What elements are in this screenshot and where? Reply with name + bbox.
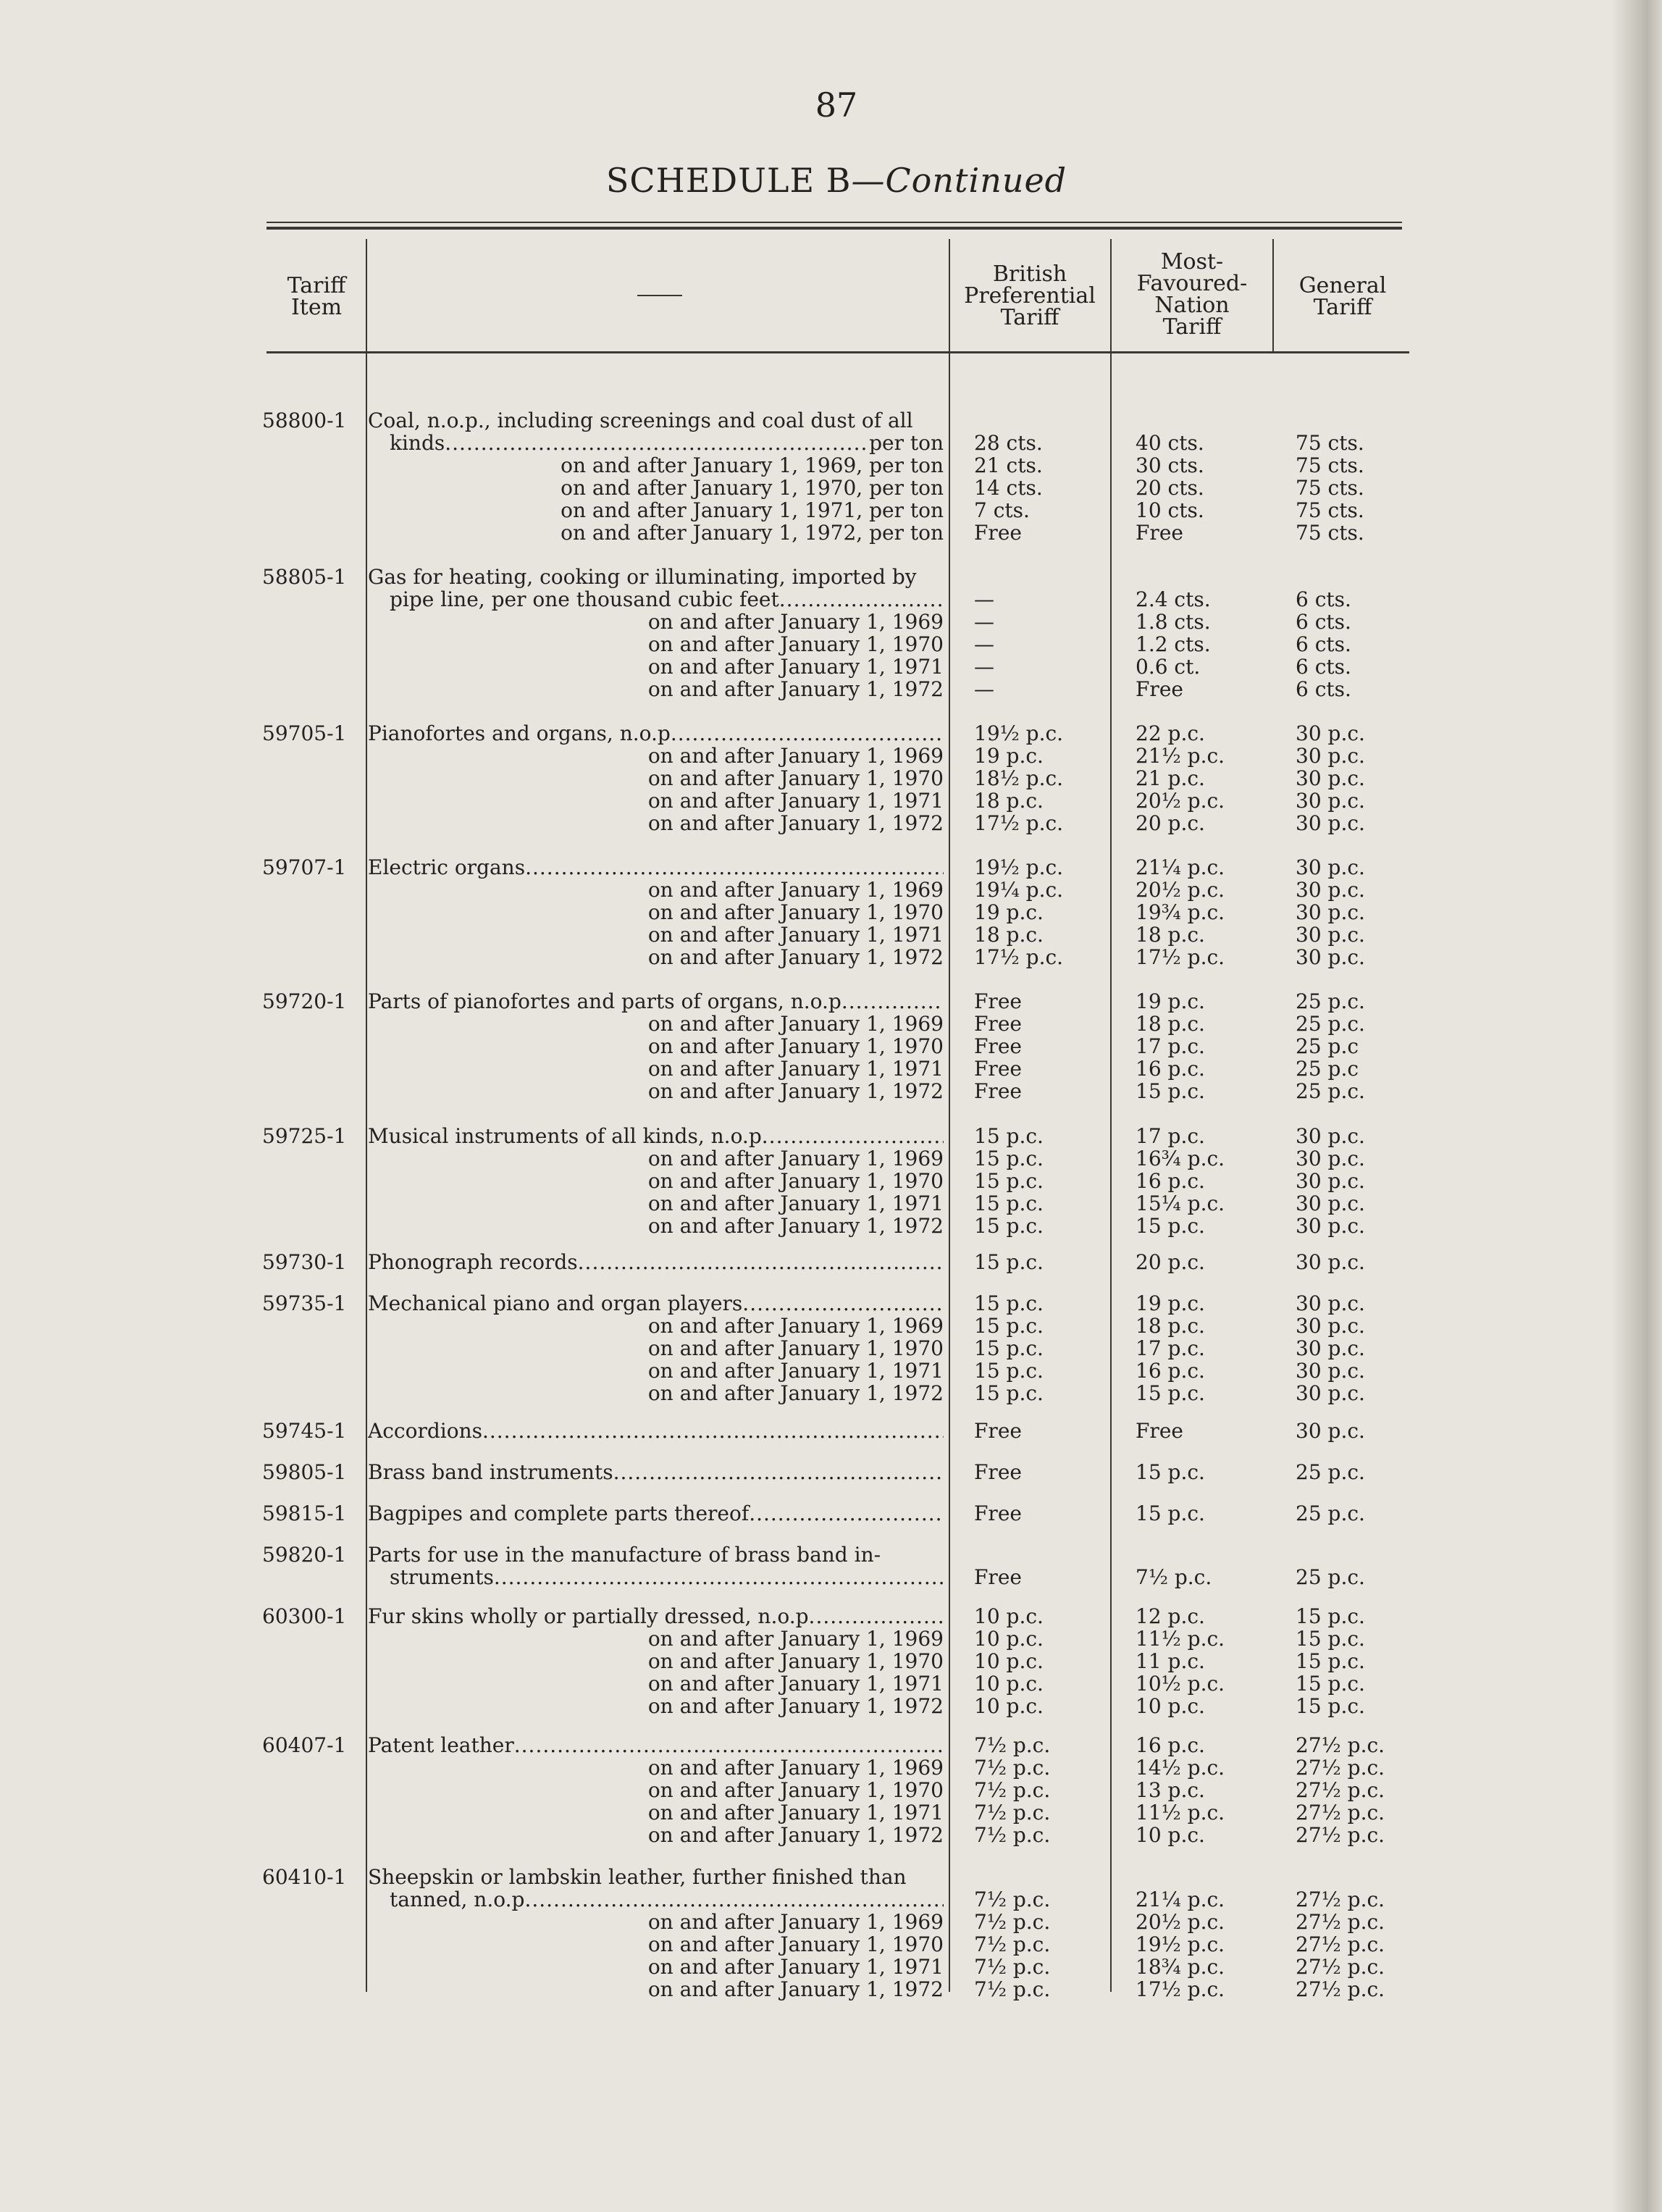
rate-most-favoured-nation: 16 p.c. — [1136, 1169, 1205, 1193]
rate-most-favoured-nation: 2.4 cts. — [1136, 587, 1211, 611]
rate-british-preferential: 10 p.c. — [974, 1672, 1044, 1696]
tariff-item-number: 59745-1 — [262, 1419, 347, 1443]
staging-date: on and after January 1, 1971 — [647, 789, 944, 813]
item-description — [368, 1461, 944, 1483]
rate-british-preferential: 15 p.c. — [974, 1250, 1044, 1274]
staging-date: on and after January 1, 1969 — [647, 1756, 944, 1780]
staging-date: on and after January 1, 1971 — [647, 1359, 944, 1383]
rate-general-tariff: 15 p.c. — [1296, 1649, 1365, 1673]
leader-dots — [842, 990, 944, 1013]
rate-british-preferential: Free — [974, 1034, 1022, 1058]
rate-most-favoured-nation: 19 p.c. — [1136, 1291, 1205, 1315]
rate-british-preferential: 7½ p.c. — [974, 1932, 1051, 1956]
staging-date: on and after January 1, 1972 — [647, 1214, 944, 1238]
item-description-text: tanned, n.o.p — [390, 1888, 525, 1911]
rate-british-preferential: 19 p.c. — [974, 744, 1044, 768]
rate-most-favoured-nation: 16¾ p.c. — [1136, 1147, 1225, 1170]
rate-general-tariff: 27½ p.c. — [1296, 1801, 1385, 1825]
staging-date: on and after January 1, 1970 — [647, 1336, 944, 1360]
rate-british-preferential: 15 p.c. — [974, 1147, 1044, 1170]
rate-most-favoured-nation: 18¾ p.c. — [1136, 1955, 1225, 1979]
rate-british-preferential: 15 p.c. — [974, 1359, 1044, 1383]
rate-general-tariff: 15 p.c. — [1296, 1694, 1365, 1718]
staging-date: on and after January 1, 1971 — [647, 1955, 944, 1979]
item-description — [368, 990, 944, 1013]
item-description: Coal, n.o.p., including screenings and coal dust of all — [368, 409, 913, 432]
staging-date: on and after January 1, 1969 — [647, 1012, 944, 1036]
rate-british-preferential: Free — [974, 1012, 1022, 1036]
header-description-dash — [637, 295, 682, 296]
header-tariff-item — [266, 275, 366, 319]
tariff-item-number: 58805-1 — [262, 565, 347, 589]
leader-dots — [578, 1251, 944, 1273]
rate-most-favoured-nation: 20½ p.c. — [1136, 789, 1225, 813]
rate-general-tariff: 75 cts. — [1296, 498, 1364, 522]
rate-british-preferential: — — [974, 632, 994, 656]
tariff-item-number: 60407-1 — [262, 1733, 347, 1757]
rate-general-tariff: 30 p.c. — [1296, 1336, 1365, 1360]
rate-general-tariff: 25 p.c — [1296, 1057, 1359, 1081]
header-most-favoured-nation — [1112, 251, 1272, 338]
rate-british-preferential: 14 cts. — [974, 476, 1043, 500]
leader-dots — [514, 1734, 944, 1756]
rate-general-tariff: 27½ p.c. — [1296, 1756, 1385, 1780]
staging-date: on and after January 1, 1970 — [647, 1932, 944, 1956]
rate-british-preferential: 7½ p.c. — [974, 1977, 1051, 2001]
staging-date: on and after January 1, 1970 — [647, 1649, 944, 1673]
rate-most-favoured-nation: 15 p.c. — [1136, 1460, 1205, 1484]
rate-most-favoured-nation: 19½ p.c. — [1136, 1932, 1225, 1956]
rate-general-tariff: 30 p.c. — [1296, 1250, 1365, 1274]
header-general-line2: Tariff — [1313, 295, 1372, 320]
rate-british-preferential: 18 p.c. — [974, 923, 1044, 947]
page-spine-shadow — [1611, 0, 1662, 2212]
rate-most-favoured-nation: 17 p.c. — [1136, 1034, 1205, 1058]
rate-general-tariff: 30 p.c. — [1296, 945, 1365, 969]
staging-date: on and after January 1, 1972 — [647, 1977, 944, 2001]
item-description-text: Accordions — [368, 1420, 482, 1442]
rate-general-tariff: 30 p.c. — [1296, 855, 1365, 879]
schedule-title-main: SCHEDULE B — [605, 161, 852, 200]
item-description: Parts for use in the manufacture of brass band in- — [368, 1543, 881, 1566]
rate-general-tariff: 25 p.c. — [1296, 1565, 1365, 1589]
rate-general-tariff: 6 cts. — [1296, 677, 1351, 701]
rate-most-favoured-nation: 21¼ p.c. — [1136, 1888, 1225, 1911]
item-description-text: Musical instruments of all kinds, n.o.p — [368, 1125, 762, 1147]
item-description — [368, 1125, 944, 1147]
rate-british-preferential: 10 p.c. — [974, 1694, 1044, 1718]
item-description-text: Mechanical piano and organ players — [368, 1292, 743, 1315]
rate-most-favoured-nation: 11 p.c. — [1136, 1649, 1205, 1673]
rate-most-favoured-nation: 15 p.c. — [1136, 1079, 1205, 1103]
rate-general-tariff: 30 p.c. — [1296, 1419, 1365, 1443]
rate-general-tariff: 15 p.c. — [1296, 1627, 1365, 1651]
rate-british-preferential: 19½ p.c. — [974, 855, 1064, 879]
leader-dots — [671, 722, 944, 745]
rate-british-preferential: 21 cts. — [974, 453, 1043, 477]
rate-british-preferential: 17½ p.c. — [974, 945, 1064, 969]
staging-date: on and after January 1, 1971 — [647, 1057, 944, 1081]
rate-most-favoured-nation: 16 p.c. — [1136, 1733, 1205, 1757]
staging-date: on and after January 1, 1971 — [647, 1191, 944, 1215]
staging-date: on and after January 1, 1972 — [647, 1823, 944, 1847]
rate-most-favoured-nation: 40 cts. — [1136, 431, 1204, 455]
rate-british-preferential: Free — [974, 1419, 1022, 1443]
staging-date: on and after January 1, 1972 — [647, 811, 944, 835]
item-description-text: Parts of pianofortes and parts of organs, n.o.p — [368, 990, 842, 1013]
rate-british-preferential: Free — [974, 1079, 1022, 1103]
tariff-item-number: 60410-1 — [262, 1865, 347, 1889]
header-rule — [266, 351, 1409, 353]
leader-dots — [525, 856, 944, 879]
rate-general-tariff: 30 p.c. — [1296, 1191, 1365, 1215]
header-bp-line2: Preferential — [964, 283, 1096, 309]
rate-general-tariff: 27½ p.c. — [1296, 1910, 1385, 1934]
rate-general-tariff: 27½ p.c. — [1296, 1977, 1385, 2001]
rate-british-preferential: Free — [974, 521, 1022, 545]
staging-date: on and after January 1, 1970 — [647, 1169, 944, 1193]
rate-british-preferential: 10 p.c. — [974, 1604, 1044, 1628]
leader-dots — [494, 1566, 944, 1588]
rate-most-favoured-nation: 7½ p.c. — [1136, 1565, 1212, 1589]
leader-dots — [779, 588, 944, 611]
rate-most-favoured-nation: 15 p.c. — [1136, 1501, 1205, 1525]
rate-most-favoured-nation: 11½ p.c. — [1136, 1801, 1225, 1825]
rate-general-tariff: 25 p.c. — [1296, 1501, 1365, 1525]
rate-british-preferential: 15 p.c. — [974, 1214, 1044, 1238]
rate-most-favoured-nation: 14½ p.c. — [1136, 1756, 1225, 1780]
rate-most-favoured-nation: 13 p.c. — [1136, 1778, 1205, 1802]
rate-general-tariff: 27½ p.c. — [1296, 1823, 1385, 1847]
staging-date: on and after January 1, 1969, per ton — [561, 453, 944, 477]
rate-most-favoured-nation: 19 p.c. — [1136, 989, 1205, 1013]
item-description — [368, 1251, 944, 1273]
rate-most-favoured-nation: 30 cts. — [1136, 453, 1204, 477]
rate-general-tariff: 27½ p.c. — [1296, 1778, 1385, 1802]
rate-most-favoured-nation: 20½ p.c. — [1136, 1910, 1225, 1934]
header-mfn-line1: Most- — [1160, 249, 1224, 275]
item-description-text: Pianofortes and organs, n.o.p — [368, 722, 671, 745]
rate-general-tariff: 25 p.c — [1296, 1034, 1359, 1058]
rate-general-tariff: 25 p.c. — [1296, 1460, 1365, 1484]
staging-date: on and after January 1, 1969 — [647, 610, 944, 634]
leader-dots — [762, 1125, 944, 1147]
staging-date: on and after January 1, 1971 — [647, 655, 944, 679]
rate-british-preferential: 15 p.c. — [974, 1314, 1044, 1338]
rate-general-tariff: 15 p.c. — [1296, 1672, 1365, 1696]
staging-date: on and after January 1, 1970 — [647, 1034, 944, 1058]
staging-date: on and after January 1, 1972 — [647, 1079, 944, 1103]
staging-date: on and after January 1, 1970 — [647, 632, 944, 656]
rate-general-tariff: 30 p.c. — [1296, 923, 1365, 947]
rate-most-favoured-nation: 10 p.c. — [1136, 1694, 1205, 1718]
item-description-text: Bagpipes and complete parts thereof — [368, 1502, 750, 1525]
item-description — [368, 1292, 944, 1315]
rate-general-tariff: 30 p.c. — [1296, 789, 1365, 813]
column-divider-bp — [1110, 239, 1112, 1992]
rate-general-tariff: 27½ p.c. — [1296, 1932, 1385, 1956]
rate-most-favoured-nation: 16 p.c. — [1136, 1057, 1205, 1081]
rate-general-tariff: 6 cts. — [1296, 632, 1351, 656]
rate-general-tariff: 30 p.c. — [1296, 1381, 1365, 1405]
header-general-tariff — [1274, 275, 1411, 319]
rate-most-favoured-nation: 17½ p.c. — [1136, 1977, 1225, 2001]
rate-british-preferential: — — [974, 677, 994, 701]
rate-british-preferential: 19 p.c. — [974, 900, 1044, 924]
staging-date: on and after January 1, 1970, per ton — [561, 476, 944, 500]
rate-general-tariff: 30 p.c. — [1296, 744, 1365, 768]
rate-general-tariff: 6 cts. — [1296, 655, 1351, 679]
leader-dots — [524, 1888, 944, 1911]
rate-british-preferential: 15 p.c. — [974, 1191, 1044, 1215]
rate-british-preferential: Free — [974, 989, 1022, 1013]
item-description-text: Fur skins wholly or partially dressed, n.o.p — [368, 1605, 809, 1627]
rate-most-favoured-nation: 15 p.c. — [1136, 1214, 1205, 1238]
rate-british-preferential: 19¼ p.c. — [974, 878, 1064, 902]
tariff-item-number: 59720-1 — [262, 989, 347, 1013]
item-description-text: Electric organs — [368, 856, 526, 879]
tariff-item-number: 59707-1 — [262, 855, 347, 879]
rate-british-preferential: Free — [974, 1501, 1022, 1525]
rate-most-favoured-nation: 16 p.c. — [1136, 1359, 1205, 1383]
rate-british-preferential: Free — [974, 1460, 1022, 1484]
header-tariff-item-line2: Item — [290, 295, 343, 320]
rate-most-favoured-nation: 1.8 cts. — [1136, 610, 1211, 634]
rate-british-preferential: 7½ p.c. — [974, 1801, 1051, 1825]
header-british-preferential — [949, 261, 1110, 330]
rate-general-tariff: 30 p.c. — [1296, 1214, 1365, 1238]
header-mfn-line4: Tariff — [1162, 314, 1222, 340]
rate-general-tariff: 75 cts. — [1296, 521, 1364, 545]
rate-general-tariff: 25 p.c. — [1296, 989, 1365, 1013]
staging-date: on and after January 1, 1971, per ton — [561, 498, 944, 522]
staging-date: on and after January 1, 1969 — [647, 1910, 944, 1934]
top-rule-thick — [266, 227, 1402, 230]
staging-date: on and after January 1, 1972 — [647, 1381, 944, 1405]
rate-british-preferential: 15 p.c. — [974, 1291, 1044, 1315]
item-description — [390, 1888, 944, 1911]
leader-dots — [749, 1502, 944, 1525]
rate-british-preferential: — — [974, 610, 994, 634]
tariff-item-number: 59735-1 — [262, 1291, 347, 1315]
rate-general-tariff: 75 cts. — [1296, 476, 1364, 500]
rate-most-favoured-nation: 21 p.c. — [1136, 766, 1205, 790]
rate-british-preferential: 7 cts. — [974, 498, 1030, 522]
page-number: 87 — [815, 85, 858, 125]
rate-most-favoured-nation: 22 p.c. — [1136, 721, 1205, 745]
header-mfn-line2: Favoured- — [1136, 271, 1248, 296]
item-description — [390, 432, 944, 454]
rate-british-preferential: 7½ p.c. — [974, 1778, 1051, 1802]
leader-dots — [809, 1605, 944, 1627]
rate-most-favoured-nation: 18 p.c. — [1136, 1012, 1205, 1036]
staging-date: on and after January 1, 1969 — [647, 744, 944, 768]
rate-british-preferential: 18 p.c. — [974, 789, 1044, 813]
rate-british-preferential: 7½ p.c. — [974, 1888, 1051, 1911]
staging-date: on and after January 1, 1970 — [647, 1778, 944, 1802]
rate-british-preferential: 7½ p.c. — [974, 1733, 1051, 1757]
rate-general-tariff: 30 p.c. — [1296, 1124, 1365, 1148]
rate-british-preferential: — — [974, 655, 994, 679]
rate-most-favoured-nation: 20 p.c. — [1136, 811, 1205, 835]
rate-british-preferential: 15 p.c. — [974, 1169, 1044, 1193]
header-tariff-item-line1: Tariff — [287, 273, 346, 298]
rate-general-tariff: 27½ p.c. — [1296, 1955, 1385, 1979]
rate-british-preferential: 7½ p.c. — [974, 1823, 1051, 1847]
rate-british-preferential: 10 p.c. — [974, 1627, 1044, 1651]
item-description-text: struments — [390, 1566, 494, 1588]
staging-date: on and after January 1, 1972, per ton — [561, 521, 944, 545]
rate-british-preferential: 15 p.c. — [974, 1381, 1044, 1405]
tariff-item-number: 59820-1 — [262, 1543, 347, 1567]
item-description — [390, 588, 944, 611]
rate-general-tariff: 75 cts. — [1296, 431, 1364, 455]
rate-most-favoured-nation: 21½ p.c. — [1136, 744, 1225, 768]
item-description: Gas for heating, cooking or illuminating, imported by — [368, 566, 917, 588]
rate-most-favoured-nation: 10 p.c. — [1136, 1823, 1205, 1847]
rate-general-tariff: 30 p.c. — [1296, 1147, 1365, 1170]
item-description — [368, 1420, 944, 1442]
leader-dots — [482, 1420, 944, 1442]
rate-most-favoured-nation: 20 p.c. — [1136, 1250, 1205, 1274]
leader-dots — [445, 432, 869, 454]
item-description — [368, 1502, 944, 1525]
item-unit: per ton — [869, 432, 944, 454]
rate-british-preferential: 10 p.c. — [974, 1649, 1044, 1673]
rate-general-tariff: 30 p.c. — [1296, 721, 1365, 745]
rate-british-preferential: 7½ p.c. — [974, 1910, 1051, 1934]
tariff-item-number: 59705-1 — [262, 721, 347, 745]
staging-date: on and after January 1, 1970 — [647, 900, 944, 924]
header-general-line1: General — [1298, 273, 1387, 298]
rate-most-favoured-nation: 10½ p.c. — [1136, 1672, 1225, 1696]
rate-most-favoured-nation: 15 p.c. — [1136, 1381, 1205, 1405]
rate-british-preferential: 15 p.c. — [974, 1124, 1044, 1148]
item-description-text: Phonograph records — [368, 1251, 578, 1273]
rate-general-tariff: 27½ p.c. — [1296, 1888, 1385, 1911]
rate-most-favoured-nation: 11½ p.c. — [1136, 1627, 1225, 1651]
rate-general-tariff: 27½ p.c. — [1296, 1733, 1385, 1757]
item-description — [368, 856, 944, 879]
staging-date: on and after January 1, 1972 — [647, 677, 944, 701]
rate-most-favoured-nation: 17 p.c. — [1136, 1124, 1205, 1148]
item-description — [368, 722, 944, 745]
leader-dots — [613, 1461, 944, 1483]
rate-most-favoured-nation: 20½ p.c. — [1136, 878, 1225, 902]
staging-date: on and after January 1, 1969 — [647, 878, 944, 902]
rate-general-tariff: 30 p.c. — [1296, 1314, 1365, 1338]
item-description-text: kinds — [390, 432, 445, 454]
item-description — [390, 1566, 944, 1588]
rate-general-tariff: 30 p.c. — [1296, 1359, 1365, 1383]
leader-dots — [742, 1292, 944, 1315]
rate-most-favoured-nation: 12 p.c. — [1136, 1604, 1205, 1628]
tariff-item-number: 59730-1 — [262, 1250, 347, 1274]
rate-most-favoured-nation: Free — [1136, 677, 1183, 701]
schedule-title — [0, 161, 1662, 200]
schedule-title-continued: —Continued — [851, 161, 1067, 200]
rate-most-favoured-nation: 1.2 cts. — [1136, 632, 1211, 656]
item-description-text: Patent leather — [368, 1734, 514, 1756]
column-divider-item — [366, 239, 367, 1992]
rate-general-tariff: 30 p.c. — [1296, 811, 1365, 835]
rate-most-favoured-nation: 18 p.c. — [1136, 1314, 1205, 1338]
rate-british-preferential: 15 p.c. — [974, 1336, 1044, 1360]
staging-date: on and after January 1, 1970 — [647, 766, 944, 790]
staging-date: on and after January 1, 1969 — [647, 1314, 944, 1338]
rate-general-tariff: 6 cts. — [1296, 610, 1351, 634]
tariff-item-number: 59725-1 — [262, 1124, 347, 1148]
header-bp-line1: British — [992, 261, 1067, 287]
item-description — [368, 1734, 944, 1756]
rate-general-tariff: 30 p.c. — [1296, 766, 1365, 790]
rate-most-favoured-nation: 17½ p.c. — [1136, 945, 1225, 969]
rate-most-favoured-nation: Free — [1136, 1419, 1183, 1443]
rate-general-tariff: 6 cts. — [1296, 587, 1351, 611]
rate-most-favoured-nation: 20 cts. — [1136, 476, 1204, 500]
tariff-item-number: 58800-1 — [262, 409, 347, 432]
rate-british-preferential: 17½ p.c. — [974, 811, 1064, 835]
rate-most-favoured-nation: 19¾ p.c. — [1136, 900, 1225, 924]
rate-most-favoured-nation: Free — [1136, 521, 1183, 545]
item-description-text: Brass band instruments — [368, 1461, 613, 1483]
rate-most-favoured-nation: 18 p.c. — [1136, 923, 1205, 947]
rate-general-tariff: 25 p.c. — [1296, 1012, 1365, 1036]
tariff-item-number: 60300-1 — [262, 1604, 347, 1628]
rate-most-favoured-nation: 17 p.c. — [1136, 1336, 1205, 1360]
rate-british-preferential: Free — [974, 1057, 1022, 1081]
column-divider-description — [949, 239, 950, 1992]
rate-british-preferential: 7½ p.c. — [974, 1955, 1051, 1979]
rate-british-preferential: 18½ p.c. — [974, 766, 1064, 790]
staging-date: on and after January 1, 1969 — [647, 1147, 944, 1170]
header-bp-line3: Tariff — [1000, 305, 1059, 330]
rate-british-preferential: — — [974, 587, 994, 611]
rate-general-tariff: 30 p.c. — [1296, 878, 1365, 902]
rate-most-favoured-nation: 0.6 ct. — [1136, 655, 1201, 679]
rate-most-favoured-nation: 15¼ p.c. — [1136, 1191, 1225, 1215]
item-description-text: pipe line, per one thousand cubic feet — [390, 588, 779, 611]
rate-british-preferential: 19½ p.c. — [974, 721, 1064, 745]
item-description: Sheepskin or lambskin leather, further finished than — [368, 1866, 907, 1888]
header-mfn-line3: Nation — [1154, 293, 1230, 318]
rate-british-preferential: 28 cts. — [974, 431, 1043, 455]
tariff-item-number: 59815-1 — [262, 1501, 347, 1525]
staging-date: on and after January 1, 1971 — [647, 1672, 944, 1696]
rate-general-tariff: 75 cts. — [1296, 453, 1364, 477]
rate-general-tariff: 30 p.c. — [1296, 1169, 1365, 1193]
staging-date: on and after January 1, 1972 — [647, 945, 944, 969]
rate-british-preferential: 7½ p.c. — [974, 1756, 1051, 1780]
rate-most-favoured-nation: 21¼ p.c. — [1136, 855, 1225, 879]
top-rule-thin — [266, 222, 1402, 223]
staging-date: on and after January 1, 1971 — [647, 923, 944, 947]
item-description — [368, 1605, 944, 1627]
rate-general-tariff: 30 p.c. — [1296, 1291, 1365, 1315]
column-divider-mfn — [1272, 239, 1274, 351]
tariff-item-number: 59805-1 — [262, 1460, 347, 1484]
staging-date: on and after January 1, 1969 — [647, 1627, 944, 1651]
rate-general-tariff: 15 p.c. — [1296, 1604, 1365, 1628]
staging-date: on and after January 1, 1972 — [647, 1694, 944, 1718]
rate-british-preferential: Free — [974, 1565, 1022, 1589]
rate-general-tariff: 25 p.c. — [1296, 1079, 1365, 1103]
staging-date: on and after January 1, 1971 — [647, 1801, 944, 1825]
rate-general-tariff: 30 p.c. — [1296, 900, 1365, 924]
rate-most-favoured-nation: 10 cts. — [1136, 498, 1204, 522]
